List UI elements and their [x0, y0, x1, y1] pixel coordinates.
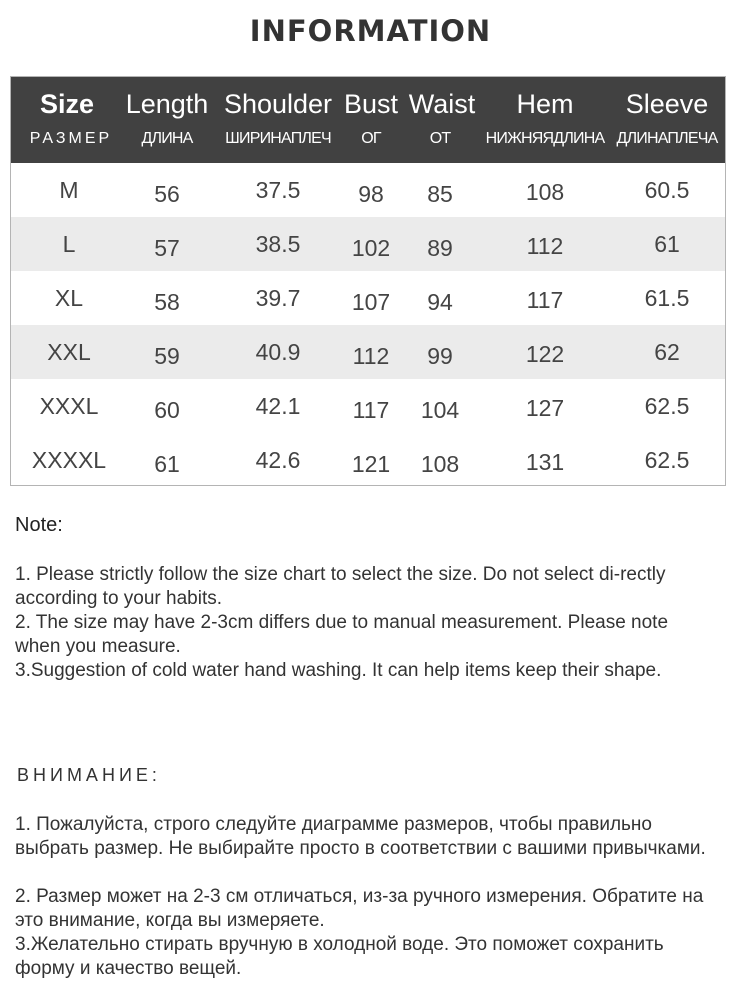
cell-size: M [59, 177, 79, 203]
cell-length: 59 [154, 343, 180, 369]
cell-hem: 131 [525, 449, 565, 475]
header-shoulder: Shoulder [223, 89, 333, 119]
note-item: 3.Suggestion of cold water hand washing. It can help items keep their shape. [15, 660, 662, 681]
cell-sleeve: 60.5 [644, 177, 690, 203]
cell-waist: 99 [427, 343, 453, 369]
cell-size: XXXXL [31, 447, 107, 473]
cell-bust: 102 [351, 235, 391, 261]
header-hem: Hem [516, 89, 574, 119]
header-bust: Bust [343, 89, 399, 119]
page-title: INFORMATION [249, 14, 492, 48]
table-row [11, 271, 726, 325]
cell-sleeve: 62 [654, 339, 680, 365]
table-row [11, 217, 726, 271]
cell-shoulder: 39.7 [255, 285, 301, 311]
cell-length: 61 [154, 451, 180, 477]
cell-length: 60 [154, 397, 180, 423]
cell-waist: 104 [420, 397, 460, 423]
header-hem-ru: НИЖНЯЯДЛИНА [485, 130, 605, 147]
cell-size: XXXL [39, 393, 99, 419]
header-bust-ru: ОГ [361, 130, 381, 147]
header-length: Length [125, 89, 209, 119]
cell-waist: 89 [427, 235, 453, 261]
cell-sleeve: 62.5 [644, 393, 690, 419]
cell-size: XL [54, 285, 84, 311]
cell-length: 57 [154, 235, 180, 261]
header-size: Size [39, 89, 95, 119]
note-ru-item: 1. Пожалуйста, строго следуйте диаграмме размеров, чтобы правильно выбрать размер. Не выбирайте просто в соответствии с вашими привычками. [15, 814, 706, 859]
cell-shoulder: 37.5 [255, 177, 301, 203]
size-chart-table [10, 76, 726, 486]
cell-hem: 108 [525, 179, 565, 205]
note-heading: Note: [15, 514, 63, 536]
header-shoulder-ru: ШИРИНАПЛЕЧ [225, 130, 331, 147]
cell-bust: 107 [351, 289, 391, 315]
note-item: 1. Please strictly follow the size chart to select the size. Do not select di-rectly according to your habits. [15, 564, 666, 609]
cell-waist: 85 [427, 181, 453, 207]
table-row [11, 325, 726, 379]
cell-bust: 112 [352, 343, 390, 369]
cell-length: 56 [154, 181, 180, 207]
note-ru-item: 2. Размер может на 2-3 см отличаться, из-за ручного измерения. Обратите на это внимание, когда вы измеряете. [15, 886, 704, 931]
cell-sleeve: 61 [654, 231, 680, 257]
header-waist-ru: ОТ [429, 130, 451, 147]
cell-shoulder: 42.6 [255, 447, 301, 473]
cell-length: 58 [154, 289, 180, 315]
table-row [11, 163, 726, 217]
note-ru-heading: ВНИМАНИЕ: [17, 765, 161, 785]
note-item: 2. The size may have 2-3cm differs due to manual measurement. Please note when you measure. [15, 612, 669, 657]
header-sleeve: Sleeve [625, 89, 709, 119]
cell-hem: 122 [525, 341, 565, 367]
table-row [11, 433, 726, 486]
cell-bust: 121 [351, 451, 391, 477]
cell-waist: 94 [427, 289, 453, 315]
note-ru-item: 3.Желательно стирать вручную в холодной воде. Это поможет сохранить форму и качество вещей. [15, 934, 664, 979]
cell-hem: 127 [525, 395, 565, 421]
cell-size: L [62, 231, 76, 257]
cell-waist: 108 [420, 451, 460, 477]
cell-shoulder: 40.9 [255, 339, 301, 365]
table-header [11, 77, 726, 163]
cell-shoulder: 42.1 [255, 393, 301, 419]
cell-bust: 98 [358, 181, 384, 207]
cell-shoulder: 38.5 [255, 231, 301, 257]
cell-bust: 117 [352, 397, 390, 423]
header-size-ru: РАЗМЕР [29, 130, 113, 147]
cell-hem: 117 [526, 287, 564, 313]
header-length-ru: ДЛИНА [141, 130, 193, 147]
cell-hem: 112 [526, 233, 564, 259]
cell-sleeve: 61.5 [644, 285, 690, 311]
cell-sleeve: 62.5 [644, 447, 690, 473]
header-waist: Waist [408, 89, 476, 119]
table-row [11, 379, 726, 433]
header-sleeve-ru: ДЛИНАПЛЕЧА [616, 130, 718, 147]
cell-size: XXL [47, 339, 91, 365]
